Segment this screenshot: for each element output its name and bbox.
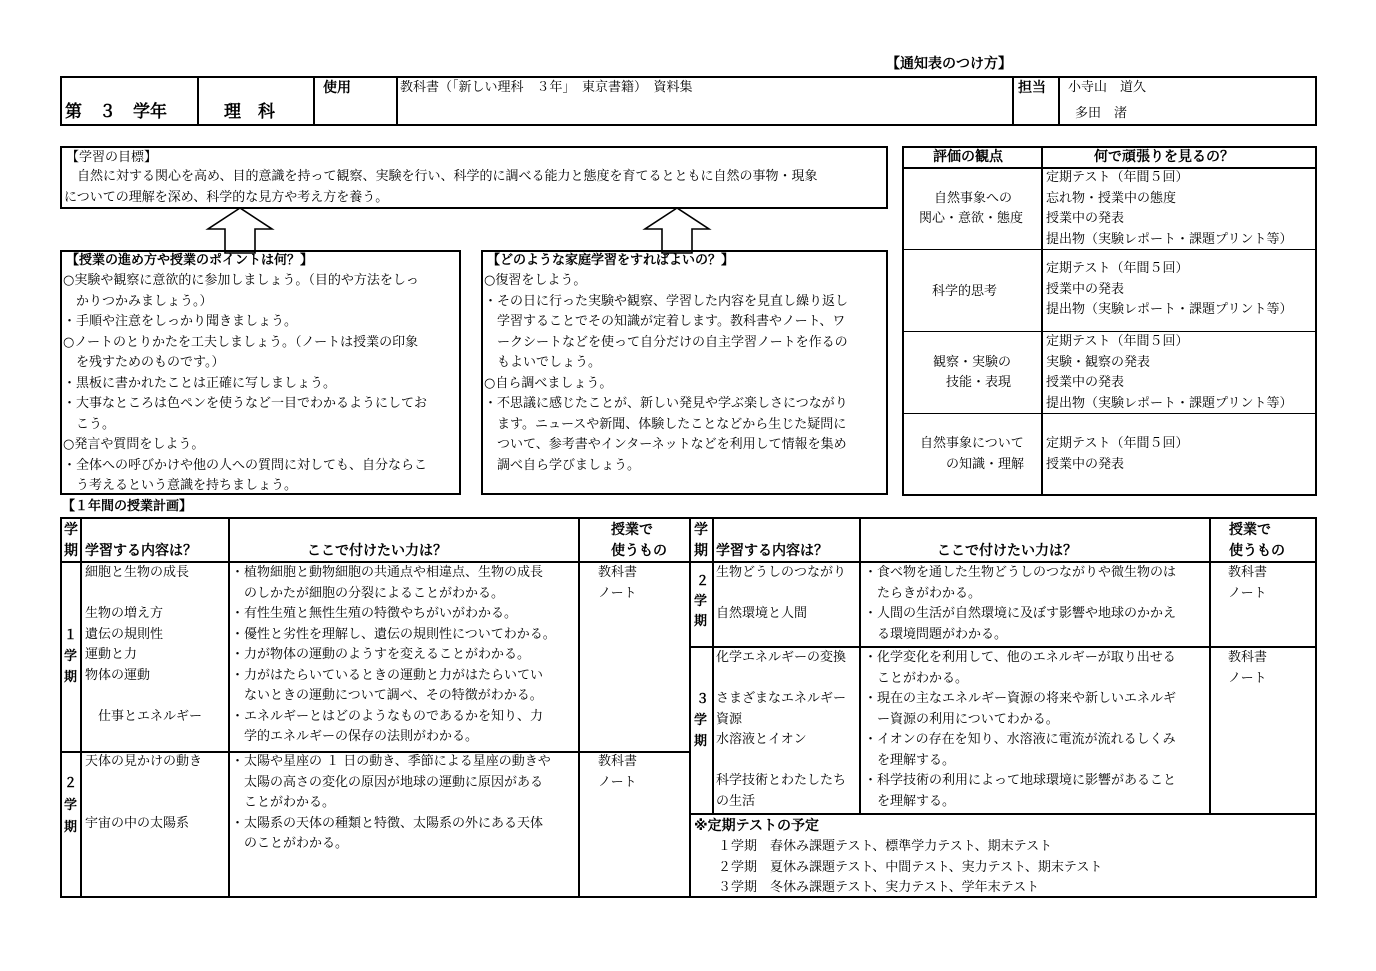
content-item: 仕事とエネルギー bbox=[85, 708, 203, 724]
eval-viewpoint: 科学的思考 bbox=[932, 284, 998, 299]
term-label: ２ bbox=[64, 776, 78, 791]
eval-item: 定期テスト（年間５回） bbox=[1046, 436, 1189, 451]
material-item: ノート bbox=[598, 585, 637, 601]
content-item: 物体の運動 bbox=[85, 667, 151, 683]
goal-line: についての理解を深め、科学的な見方や考え方を養う。 bbox=[64, 189, 389, 205]
ability-item: ・化学変化を利用して、他のエネルギーが取り出せる bbox=[864, 650, 1176, 665]
header-content: 学習する内容は？ bbox=[85, 543, 197, 559]
term-label: 学 bbox=[64, 649, 78, 664]
header-ability: ここで付けたい力は？ bbox=[937, 543, 1077, 559]
header-material: 授業で bbox=[1229, 522, 1271, 538]
ability-item: る環境問題がわかる。 bbox=[864, 626, 1008, 642]
list-item: ○自ら調べましょう。 bbox=[484, 375, 613, 391]
class-points-title: 【授業の進め方や授業のポイントは何？】 bbox=[66, 253, 314, 268]
use-value: 教科書（「新しい理科 ３年」 東京書籍） 資料集 bbox=[400, 80, 693, 95]
content-item: さまざまなエネルギー bbox=[716, 691, 847, 706]
eval-item: 提出物（実験レポート・課題プリント等） bbox=[1046, 231, 1293, 247]
ability-item: ・優性と劣性を理解し、遺伝の規則性についてわかる。 bbox=[231, 626, 556, 642]
term-label: 期 bbox=[64, 670, 78, 685]
term-label: １ bbox=[64, 628, 78, 643]
ability-item: ・力が物体の運動のようすを変えることがわかる。 bbox=[231, 647, 531, 662]
grade-label: 第 ３ 学年 bbox=[65, 102, 167, 122]
material-item: 教科書 bbox=[1228, 565, 1268, 580]
list-item: ます。ニュースや新聞、体験したことなどから生じた疑問に bbox=[484, 416, 847, 432]
eval-item: 忘れ物・授業中の態度 bbox=[1046, 190, 1177, 206]
document-title: 【通知表のつけ方】 bbox=[886, 56, 1012, 72]
ability-item: ・有性生殖と無性生殖の特徴やちがいがわかる。 bbox=[231, 606, 518, 621]
eval-item: 提出物（実験レポート・課題プリント等） bbox=[1046, 395, 1293, 411]
material-item: 教科書 bbox=[598, 565, 638, 580]
material-item: 教科書 bbox=[598, 754, 638, 769]
header-term: 期 bbox=[64, 543, 78, 559]
learning-goal-text bbox=[64, 167, 817, 208]
ability-item: ないときの運動について調べ、その特徴がわかる。 bbox=[231, 688, 543, 703]
list-item: を残すためのものです。） bbox=[63, 355, 225, 370]
learning-goal-title: 【学習の目標】 bbox=[66, 150, 158, 165]
list-item: ついて、参考書やインターネットなどを利用して情報を集め bbox=[484, 437, 847, 452]
content-item: 資源 bbox=[716, 711, 743, 727]
eval-item: 実験・観察の発表 bbox=[1046, 354, 1151, 370]
list-item: ・黒板に書かれたことは正確に写しましょう。 bbox=[63, 375, 337, 391]
ability-item: ・現在の主なエネルギー資源の将来や新しいエネルギ bbox=[864, 691, 1177, 706]
term-label: 期 bbox=[64, 820, 78, 835]
header-term: 学 bbox=[694, 522, 708, 538]
term-label: 期 bbox=[694, 734, 708, 749]
content-item: 細胞と生物の成長 bbox=[85, 565, 190, 580]
content-item: 宇宙の中の太陽系 bbox=[85, 815, 190, 831]
header-material: 使うもの bbox=[611, 543, 667, 559]
list-item: ・大事なところは色ペンを使うなど一目でわかるようにしてお bbox=[63, 396, 428, 411]
content-item: 遺伝の規則性 bbox=[85, 626, 164, 642]
ability-item: ー資源の利用についてわかる。 bbox=[864, 711, 1059, 727]
content-item: 化学エネルギーの変換 bbox=[716, 650, 847, 665]
list-item: こう。 bbox=[63, 416, 116, 432]
ability-item: 学的エネルギーの保存の法則がわかる。 bbox=[231, 729, 479, 744]
header-ability: ここで付けたい力は？ bbox=[307, 543, 447, 559]
list-item: ○実験や観察に意欲的に参加しましょう。（目的や方法をしっ bbox=[63, 273, 419, 288]
eval-col-method: 何で頑張りを見るの？ bbox=[1094, 149, 1234, 165]
ability-item: ・太陽や星座の １ 日の動き、季節による星座の動きや bbox=[231, 754, 551, 769]
content-item: 水溶液とイオン bbox=[716, 732, 807, 747]
header-term: 期 bbox=[694, 543, 708, 559]
class-points-list bbox=[63, 271, 427, 497]
up-arrow-icon bbox=[205, 205, 275, 255]
ability-item: ・太陽系の天体の種類と特徴、太陽系の外にある天体 bbox=[231, 815, 544, 831]
eval-col-viewpoint: 評価の観点 bbox=[933, 149, 1003, 165]
home-study-list bbox=[484, 271, 848, 476]
list-item: かりつかみましょう。） bbox=[63, 293, 213, 309]
ability-item: を理解する。 bbox=[864, 752, 956, 768]
term-label: 期 bbox=[694, 614, 708, 629]
ability-item: ・人間の生活が自然環境に及ぼす影響や地球のかかえ bbox=[864, 606, 1177, 621]
material-item: ノート bbox=[1228, 585, 1267, 601]
teacher-1: 小寺山 道久 bbox=[1068, 80, 1147, 95]
content-item: の生活 bbox=[716, 793, 756, 809]
ability-item: のことがわかる。 bbox=[231, 836, 349, 851]
test-schedule-line: １学期 春休み課題テスト、標準学力テスト、期末テスト bbox=[718, 839, 1053, 854]
eval-viewpoint: の知識・理解 bbox=[946, 457, 1025, 472]
material-item: ノート bbox=[598, 774, 637, 790]
content-item: 自然環境と人間 bbox=[716, 606, 808, 621]
eval-item: 定期テスト（年間５回） bbox=[1046, 334, 1189, 349]
list-item: ークシートなどを使って自分だけの自主学習ノートを作るの bbox=[484, 334, 848, 350]
teacher-2: 多田 渚 bbox=[1075, 106, 1128, 121]
ability-item: ・力がはたらいているときの運動と力がはたらいてい bbox=[231, 667, 544, 683]
list-item: もよいでしょう。 bbox=[484, 355, 602, 370]
eval-item: 定期テスト（年間５回） bbox=[1046, 261, 1189, 276]
term-label: 学 bbox=[694, 713, 708, 728]
ability-item: のしかたが細胞の分裂によることがわかる。 bbox=[231, 585, 505, 601]
tanto-label: 担当 bbox=[1018, 80, 1046, 96]
list-item: ・全体への呼びかけや他の人への質問に対しても、自分ならこ bbox=[63, 457, 428, 473]
list-item: ○ノートのとりかたを工夫しましょう。（ノートは授業の印象 bbox=[63, 334, 419, 350]
term-label: ２ bbox=[696, 574, 710, 589]
eval-viewpoint: 観察・実験の bbox=[933, 355, 1012, 370]
header-content: 学習する内容は？ bbox=[716, 543, 828, 559]
eval-item: 定期テスト（年間５回） bbox=[1046, 170, 1189, 185]
list-item: 調べ自ら学びましょう。 bbox=[484, 457, 641, 473]
list-item: う考えるという意識を持ちましょう。 bbox=[63, 478, 298, 493]
subject-label: 理 科 bbox=[224, 102, 275, 122]
list-item: ・手順や注意をしっかり聞きましょう。 bbox=[63, 314, 298, 329]
eval-item: 授業中の発表 bbox=[1046, 375, 1125, 390]
content-item: 生物どうしのつながり bbox=[716, 565, 847, 580]
ability-item: ことがわかる。 bbox=[231, 795, 336, 810]
test-schedule-line: ２学期 夏休み課題テスト、中間テスト、実力テスト、期末テスト bbox=[718, 859, 1103, 875]
term-label: ３ bbox=[696, 692, 710, 707]
test-schedule-title: ※定期テストの予定 bbox=[694, 818, 820, 834]
eval-viewpoint: 技能・表現 bbox=[946, 375, 1012, 390]
use-label: 使用 bbox=[323, 80, 351, 96]
goal-line: 自然に対する関心を高め、目的意識を持って観察、実験を行い、科学的に調べる能力と態度を育てるとともに自然の事物・現象 bbox=[64, 169, 818, 184]
ability-item: ・エネルギーとはどのようなものであるかを知り、力 bbox=[231, 708, 544, 724]
ability-item: ・科学技術の利用によって地球環境に影響があること bbox=[864, 773, 1177, 788]
ability-item: ことがわかる。 bbox=[864, 670, 969, 686]
plan-title: 【１年間の授業計画】 bbox=[62, 499, 193, 514]
eval-item: 授業中の発表 bbox=[1046, 211, 1125, 226]
ability-item: ・イオンの存在を知り、水溶液に電流が流れるしくみ bbox=[864, 732, 1176, 747]
term-label: 学 bbox=[694, 594, 708, 609]
list-item: ○復習をしよう。 bbox=[484, 273, 587, 288]
home-study-title: 【どのような家庭学習をすればよいの？】 bbox=[487, 253, 735, 268]
ability-item: たらきがわかる。 bbox=[864, 585, 982, 601]
eval-item: 提出物（実験レポート・課題プリント等） bbox=[1046, 302, 1293, 317]
header-term: 学 bbox=[64, 522, 78, 538]
list-item: ○発言や質問をしよう。 bbox=[63, 437, 205, 452]
material-item: 教科書 bbox=[1228, 650, 1268, 665]
header-material: 授業で bbox=[611, 522, 653, 538]
eval-viewpoint: 自然事象について bbox=[920, 436, 1024, 451]
content-item: 生物の増え方 bbox=[85, 606, 164, 621]
ability-item: 太陽の高さの変化の原因が地球の運動に原因がある bbox=[231, 774, 544, 790]
list-item: ・不思議に感じたことが、新しい発見や学ぶ楽しさにつながり bbox=[484, 396, 848, 411]
up-arrow-icon bbox=[642, 205, 712, 255]
content-item: 運動と力 bbox=[85, 647, 138, 662]
list-item: 学習することでその知識が定着します。教科書やノート、ワ bbox=[484, 314, 846, 329]
eval-item: 授業中の発表 bbox=[1046, 281, 1125, 297]
ability-item: を理解する。 bbox=[864, 793, 956, 809]
eval-viewpoint: 自然事象への bbox=[934, 191, 1013, 206]
term-label: 学 bbox=[64, 798, 78, 813]
content-item: 天体の見かけの動き bbox=[85, 754, 203, 769]
eval-item: 授業中の発表 bbox=[1046, 456, 1125, 472]
list-item: ・その日に行った実験や観察、学習した内容を見直し繰り返し bbox=[484, 293, 849, 309]
ability-item: ・食べ物を通した生物どうしのつながりや微生物のは bbox=[864, 565, 1177, 580]
ability-item: ・植物細胞と動物細胞の共通点や相違点、生物の成長 bbox=[231, 565, 544, 580]
test-schedule-line: ３学期 冬休み課題テスト、実力テスト、学年末テスト bbox=[718, 880, 1040, 895]
eval-viewpoint: 関心・意欲・態度 bbox=[919, 211, 1024, 226]
content-item: 科学技術とわたしたち bbox=[716, 773, 847, 788]
header-material: 使うもの bbox=[1229, 543, 1285, 559]
material-item: ノート bbox=[1228, 670, 1267, 686]
